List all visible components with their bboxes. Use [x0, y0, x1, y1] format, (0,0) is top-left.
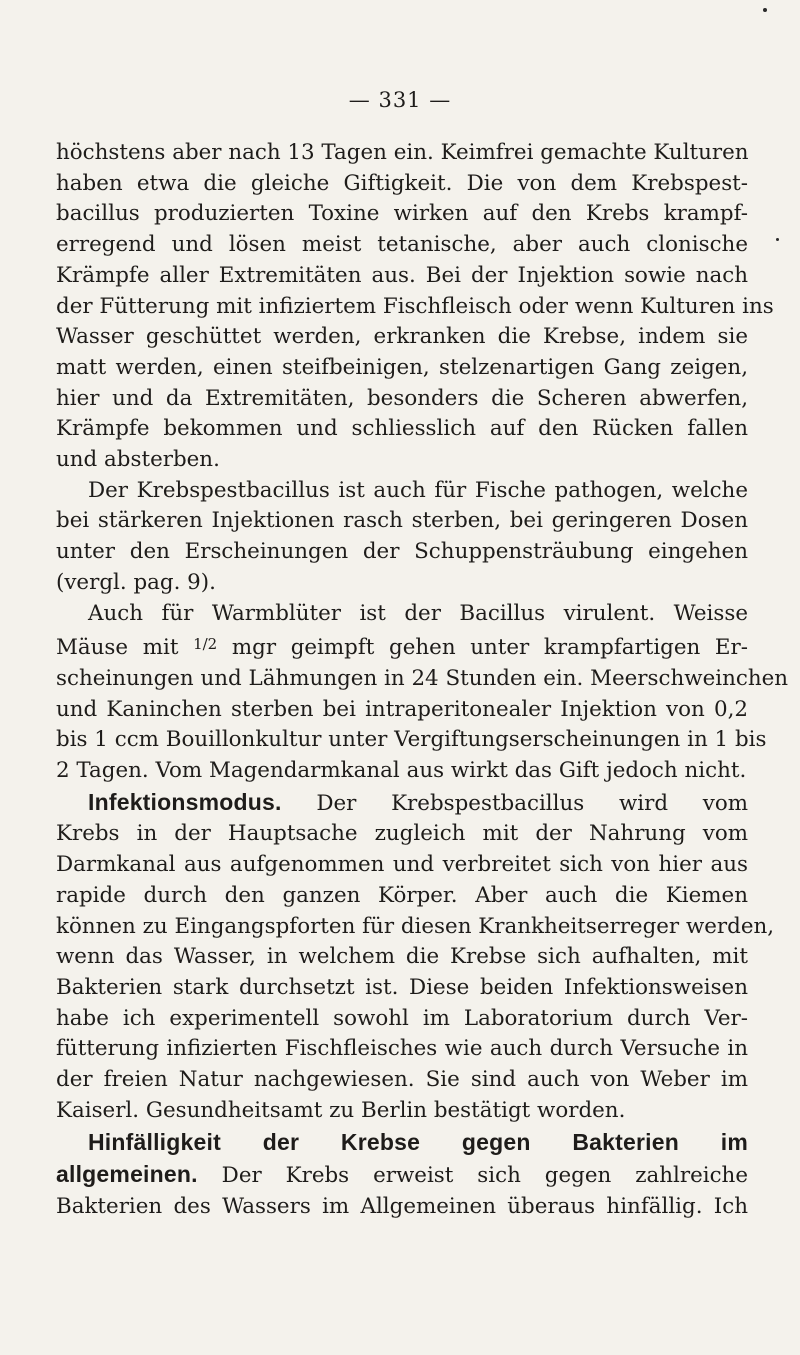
text-line: Krebs in der Hauptsache zugleich mit der Nahrung vom: [56, 821, 748, 847]
text-line: 2 Tagen. Vom Magendarmkanal aus wirkt das Gift jedoch nicht.: [56, 758, 747, 784]
text-line: bis 1 ccm Bouillonkultur unter Vergiftungserscheinungen in 1 bis: [56, 727, 767, 753]
section-heading-continuation: allgemeinen.: [56, 1161, 198, 1188]
text-line: Darmkanal aus aufgenommen und verbreitet sich von hier aus: [56, 852, 748, 878]
fraction-half: 1/2: [193, 635, 218, 654]
text-line: und absterben.: [56, 447, 220, 473]
text-line: scheinungen und Lähmungen in 24 Stunden ein. Meerschweinchen: [56, 665, 789, 691]
text-line: matt werden, einen steifbeinigen, stelzenartigen Gang zeigen,: [56, 354, 748, 380]
text-line: unter den Erscheinungen der Schuppensträubung eingehen: [56, 539, 748, 565]
text-line: höchstens aber nach 13 Tagen ein. Keimfrei gemachte Kulturen: [56, 140, 749, 165]
text-line: erregend und lösen meist tetanische, aber auch clonische: [56, 232, 748, 258]
text-line: Der Krebspestbacillus ist auch für Fische pathogen, welche: [88, 477, 748, 503]
text-fragment: Der Krebspestbacillus wird vom: [281, 790, 748, 816]
text-line: der Fütterung mit infiziertem Fischfleisch oder wenn Kulturen ins: [56, 293, 774, 319]
text-line: [56, 1127, 748, 1160]
text-line: Krämpfe aller Extremitäten aus. Bei der Injektion sowie nach: [56, 262, 748, 288]
paragraph-warm-blooded: [56, 599, 789, 787]
page-number: — 331 —: [348, 88, 452, 112]
section-heading-infektionsmodus: Infektionsmodus.: [88, 788, 282, 815]
text-fragment: mgr geimpft gehen unter krampfartigen Er-: [217, 635, 748, 661]
body-text: [56, 138, 789, 1223]
text-line: Bakterien stark durchsetzt ist. Diese beiden Infektionsweisen: [56, 974, 748, 1000]
section-heading-hinfaelligkeit: Hinfälligkeit der Krebse gegen Bakterien im: [88, 1128, 748, 1155]
text-line: und Kaninchen sterben bei intraperitonealer Injektion von 0,2: [56, 696, 748, 722]
text-line: habe ich experimentell sowohl im Laboratorium durch Ver-: [56, 1005, 748, 1031]
ink-speck: [763, 8, 767, 12]
paragraph-infection-mode: [56, 787, 775, 1127]
text-line: können zu Eingangspforten für diesen Krankheitserreger werden,: [56, 913, 775, 939]
text-line: rapide durch den ganzen Körper. Aber auch die Kiemen: [56, 882, 748, 908]
text-line: Auch für Warmblüter ist der Bacillus virulent. Weisse: [88, 600, 748, 626]
text-line: bacillus produzierten Toxine wirken auf den Krebs krampf-: [56, 201, 748, 227]
paragraph-toxins: [56, 138, 774, 476]
text-line: Kaiserl. Gesundheitsamt zu Berlin bestätigt worden.: [56, 1097, 626, 1123]
text-line: [56, 1159, 748, 1192]
text-line: Bakterien des Wassers im Allgemeinen überaus hinfällig. Ich: [56, 1193, 748, 1219]
text-line: Krämpfe bekommen und schliesslich auf den Rücken fallen: [56, 416, 748, 442]
ink-speck: [776, 238, 779, 241]
text-line: bei stärkeren Injektionen rasch sterben, bei geringeren Dosen: [56, 508, 748, 534]
paragraph-bacteria-susceptibility: [56, 1127, 748, 1223]
text-line: wenn das Wasser, in welchem die Krebse sich aufhalten, mit: [56, 944, 748, 970]
text-line: hier und da Extremitäten, besonders die Scheren abwerfen,: [56, 385, 748, 411]
text-fragment: Der Krebs erweist sich gegen zahlreiche: [197, 1163, 748, 1189]
paragraph-fish: [56, 476, 748, 599]
text-line: der freien Natur nachgewiesen. Sie sind auch von Weber im: [56, 1067, 748, 1093]
text-line: fütterung infizierten Fischfleisches wie auch durch Versuche in: [56, 1036, 748, 1062]
text-line: Wasser geschüttet werden, erkranken die Krebse, indem sie: [56, 324, 748, 350]
text-fragment: Mäuse mit: [56, 635, 194, 661]
text-line: (vergl. pag. 9).: [56, 569, 216, 595]
text-line: [56, 787, 748, 820]
text-line: [56, 629, 748, 664]
text-line: haben etwa die gleiche Giftigkeit. Die von dem Krebspest-: [56, 170, 748, 196]
